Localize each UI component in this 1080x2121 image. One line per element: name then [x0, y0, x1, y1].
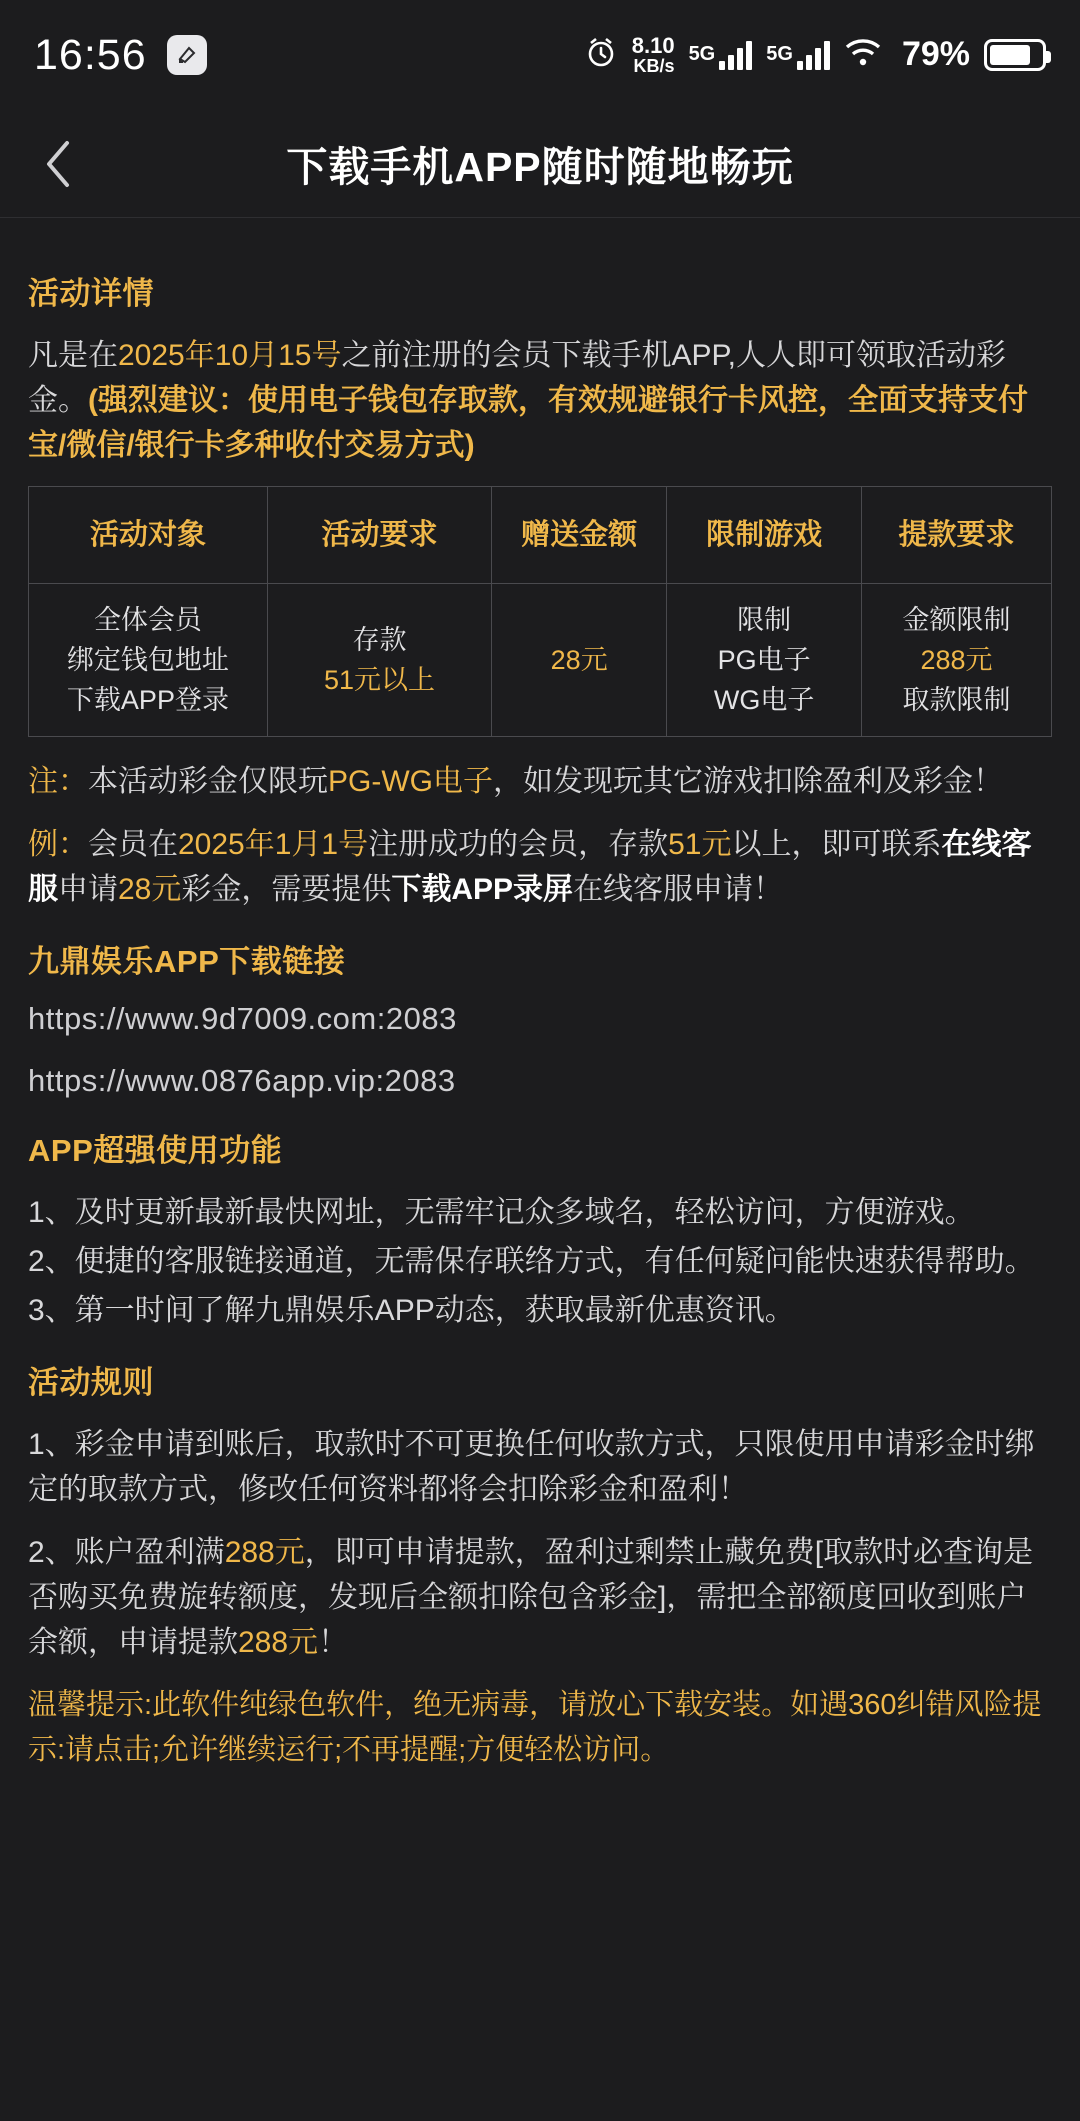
example-bonus: 28元: [118, 873, 182, 906]
example-support: 在线客服: [28, 828, 1032, 906]
sim2-bars: [797, 40, 830, 70]
status-icons: [584, 32, 1046, 77]
game-line: 限制: [737, 605, 792, 635]
target-line: 绑定钱包地址: [66, 645, 229, 675]
page-header: [0, 110, 1080, 218]
rule2-t1: 2、账户盈利满: [28, 1536, 225, 1569]
intro-note: (强烈建议：使用电子钱包存取款，有效规避银行卡风控，全面支持支付宝/微信/银行卡多种收付交易方式): [28, 384, 1028, 462]
example-t1: 会员在: [88, 828, 178, 861]
alarm-icon: [584, 35, 618, 74]
rule2-amount-2: 288元: [238, 1626, 319, 1659]
section-title-features: APP超强使用功能: [28, 1133, 283, 1168]
table-cell-games: [667, 584, 862, 737]
screenshot-icon: [167, 35, 207, 75]
note-paragraph: [28, 759, 1052, 804]
target-line: 全体会员: [93, 605, 202, 635]
tip-text: 此软件纯绿色软件，绝无病毒，请放心下载安装。如遇360纠错风险提示:请点击;允许继续运行;不再提醒;方便轻松访问。: [28, 1689, 1042, 1766]
example-t5: 彩金，需要提供: [181, 873, 392, 906]
sim1-bars: [719, 40, 752, 70]
table-row: [29, 584, 1052, 737]
table-header-cell: 活动对象: [29, 487, 268, 584]
promotion-content: [0, 218, 1080, 1773]
example-record: 下载APP录屏: [391, 873, 574, 906]
example-date: 2025年1月1号: [178, 828, 369, 861]
promotion-table: [28, 486, 1052, 737]
example-paragraph: [28, 822, 1052, 912]
feature-item: 2、便捷的客服链接通道，无需保存联络方式，有任何疑问能快速获得帮助。: [28, 1245, 1035, 1278]
example-t4: 申请: [58, 873, 118, 906]
back-button[interactable]: [30, 136, 86, 192]
table-cell-target: [29, 584, 268, 737]
download-link-1[interactable]: https://www.9d7009.com:2083: [28, 1001, 457, 1036]
network-speed: [631, 32, 675, 77]
requirement-plain: 存款: [352, 625, 407, 655]
example-t3: 以上，即可联系: [731, 828, 942, 861]
intro-mid: 之前注册的会员下载手机APP,人人即可领取活动彩金。: [28, 339, 1006, 417]
note-highlight: PG-WG电子: [328, 765, 493, 798]
rule-item-1: 1、彩金申请到账后，取款时不可更换任何收款方式，只限使用申请彩金时绑定的取款方式，修改任何资料都将会扣除彩金和盈利！: [28, 1428, 1035, 1506]
download-link-2[interactable]: https://www.0876app.vip:2083: [28, 1063, 456, 1098]
table-header-cell: 限制游戏: [667, 487, 862, 584]
table-cell-withdraw: [862, 584, 1052, 737]
section-title-download: 九鼎娱乐APP下载链接: [28, 944, 346, 979]
page-title: 下载手机APP随时随地畅玩: [286, 144, 794, 190]
battery-percent: 79%: [901, 35, 970, 74]
example-t2: 注册成功的会员，存款: [368, 828, 669, 861]
rule-item-2: [28, 1530, 1052, 1665]
withdraw-amount: 288元: [920, 645, 993, 675]
game-line: WG电子: [713, 685, 815, 715]
table-header-cell: 活动要求: [267, 487, 491, 584]
section-title-rules: 活动规则: [28, 1365, 154, 1400]
requirement-amount: 51元以上: [323, 665, 435, 695]
network-speed-value: 8.10: [631, 32, 675, 58]
warm-tip: [28, 1683, 1052, 1773]
sim2-signal: [766, 40, 830, 70]
note-text-2: ，如发现玩其它游戏扣除盈利及彩金！: [493, 765, 1003, 798]
feature-item: 3、第一时间了解九鼎娱乐APP动态，获取最新优惠资讯。: [28, 1294, 795, 1327]
note-text-1: 本活动彩金仅限玩: [88, 765, 328, 798]
table-cell-requirement: [267, 584, 491, 737]
example-deposit: 51元: [668, 828, 732, 861]
game-line: PG电子: [717, 645, 811, 675]
status-bar: [0, 0, 1080, 110]
withdraw-top: 金额限制: [902, 605, 1011, 635]
intro-prefix: 凡是在: [28, 339, 118, 372]
note-label: 注：: [28, 765, 88, 798]
tip-label: 温馨提示:: [28, 1689, 153, 1721]
table-header-cell: 赠送金额: [492, 487, 667, 584]
sim1-signal: [689, 40, 753, 70]
withdraw-bottom: 取款限制: [902, 685, 1011, 715]
example-label: 例：: [28, 828, 88, 861]
rule2-t2: ，即可申请提款，盈利过剩禁止藏免费[取款时必查询是否购买免费旋转额度，发现后全额扣除包含彩金]，需把全部额度回收到账户余额，申请提款: [28, 1536, 1034, 1659]
network-speed-unit: KB/s: [633, 56, 675, 77]
battery-icon: [984, 39, 1046, 71]
example-t6: 在线客服申请！: [573, 873, 784, 906]
table-header-row: [29, 487, 1052, 584]
wifi-icon: [844, 37, 882, 72]
feature-item: 1、及时更新最新最快网址，无需牢记众多域名，轻松访问，方便游戏。: [28, 1196, 975, 1229]
section-title-detail: 活动详情: [28, 276, 154, 311]
sim1-label: 5G: [688, 42, 716, 65]
rule2-t3: ！: [318, 1626, 349, 1659]
target-line: 下载APP登录: [66, 685, 229, 715]
status-time: 16:56: [34, 30, 147, 79]
intro-paragraph: [28, 333, 1052, 468]
rule2-amount-1: 288元: [224, 1536, 305, 1569]
intro-date: 2025年10月15号: [118, 339, 342, 372]
sim2-label: 5G: [766, 42, 793, 65]
bonus-amount: 28元: [550, 645, 608, 675]
table-header-cell: 提款要求: [862, 487, 1052, 584]
table-cell-bonus: [492, 584, 667, 737]
